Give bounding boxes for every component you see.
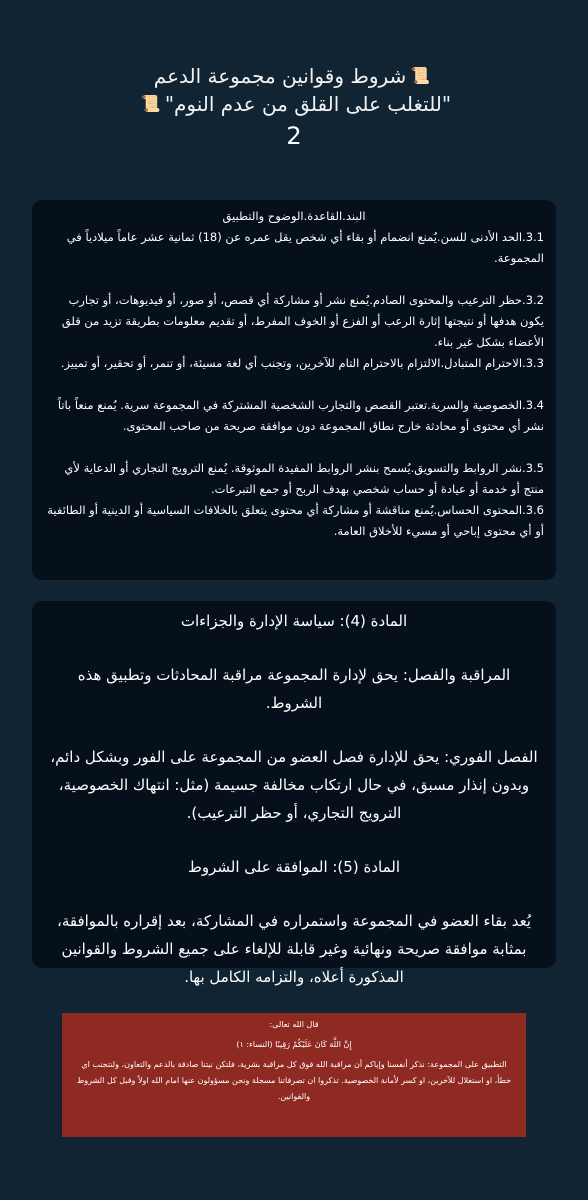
rules-heading: البند.القاعدة.الوضوح والتطبيق xyxy=(222,209,366,223)
title-line-2 xyxy=(0,90,588,118)
scroll-icon: 📜 xyxy=(140,94,161,113)
page-title xyxy=(0,62,588,152)
scroll-icon: 📜 xyxy=(410,66,431,85)
quote-verse: إِنَّ اللَّهَ كَانَ عَلَيْكُمْ رَقِيبًا (النساء: ١) xyxy=(236,1040,352,1049)
page-number: 2 xyxy=(286,122,302,150)
rule-3-5: 3.5.نشر الروابط والتسويق.يُسمح بنشر الروابط المفيدة الموثوقة. يُمنع الترويج التجاري أو الدعاية لأي منتج أو خدمة أو عيادة أو حساب شخصي بهدف الربح أو جمع التبرعات. xyxy=(64,461,544,496)
rule-3-6: 3.6.المحتوى الحساس.يُمنع مناقشة أو مشاركة أي محتوى يتعلق بالخلافات السياسية أو الدينية أو الطائفية أو أي محتوى إباحي أو مسيء للأخلاق العامة. xyxy=(47,503,544,538)
title-line-1 xyxy=(0,62,588,90)
quote-body: التطبيق على المجموعة: نذكر أنفسنا وإياكم أن مراقبة الله فوق كل مراقبة بشرية، فلتكن نيتنا صادقة بالدعم والتعاون، ولنتجنب اي خطأ، او استغلال للآخرين، او كسر لأمانة الخصوصية. تذكروا ان تصرفاتنا مسجلة ونحن مسؤولون عنها امام الله اولاً وقبل كل الشروط والقوانين. xyxy=(76,1060,512,1101)
article-4-dismissal: الفصل الفوري: يحق للإدارة فصل العضو من المجموعة على الفور وبشكل دائم، وبدون إنذار مسبق، في حال ارتكاب مخالفة جسيمة (مثل: انتهاك الخصوصية، الترويج التجاري، أو حظر الترعيب). xyxy=(50,748,538,822)
article-5-consent: يُعد بقاء العضو في المجموعة واستمراره في المشاركة، بعد إقراره بالموافقة، بمثابة موافقة صريحة ونهائية وغير قابلة للإلغاء على جميع الشروط والقوانين المذكورة أعلاه، والتزامه الكامل بها. xyxy=(56,912,531,986)
rule-3-3: 3.3.الاحترام المتبادل.الالتزام بالاحترام التام للآخرين، وتجنب أي لغة مسيئة، أو تنمر، أو تحقير، أو تمييز. xyxy=(60,356,544,370)
rule-3-4: 3.4.الخصوصية والسرية.تعتبر القصص والتجارب الشخصية المشتركة في المجموعة سرية. يُمنع منعاً باتاً نشر أي محتوى أو محادثة خارج نطاق المجموعة دون موافقة صريحة من صاحب المحتوى. xyxy=(57,398,544,433)
rule-3-1: 3.1.الحد الأدنى للسن.يُمنع انضمام أو بقاء أي شخص يقل عمره عن (18) ثمانية عشر عاماً ميلادياً في المجموعة. xyxy=(66,230,544,265)
quote-intro: قال الله تعالى: xyxy=(269,1020,319,1029)
rule-3-2: 3.2.حظر الترعيب والمحتوى الصادم.يُمنع نشر أو مشاركة أي قصص، أو صور، أو فيديوهات، أو تجارب يكون هدفها أو نتيجتها إثارة الرعب أو الفزع أو الخوف المفرط، أو تقديم معلومات بطريقة تزيد من قلق الأعضاء بشكل غير بناء. xyxy=(61,293,544,349)
title-text-2: "للتغلب على القلق من عدم النوم" xyxy=(164,92,452,116)
quran-quote-box xyxy=(62,1013,526,1137)
article-4-monitoring: المراقبة والفصل: يحق لإدارة المجموعة مراقبة المحادثات وتطبيق هذه الشروط. xyxy=(77,666,511,712)
articles-panel xyxy=(32,601,556,986)
article-4-title: المادة (4): سياسة الإدارة والجزاءات xyxy=(180,612,408,630)
title-text-1: شروط وقوانين مجموعة الدعم xyxy=(153,64,407,88)
article-5-title: المادة (5): الموافقة على الشروط xyxy=(188,858,400,876)
rules-panel xyxy=(32,200,556,580)
